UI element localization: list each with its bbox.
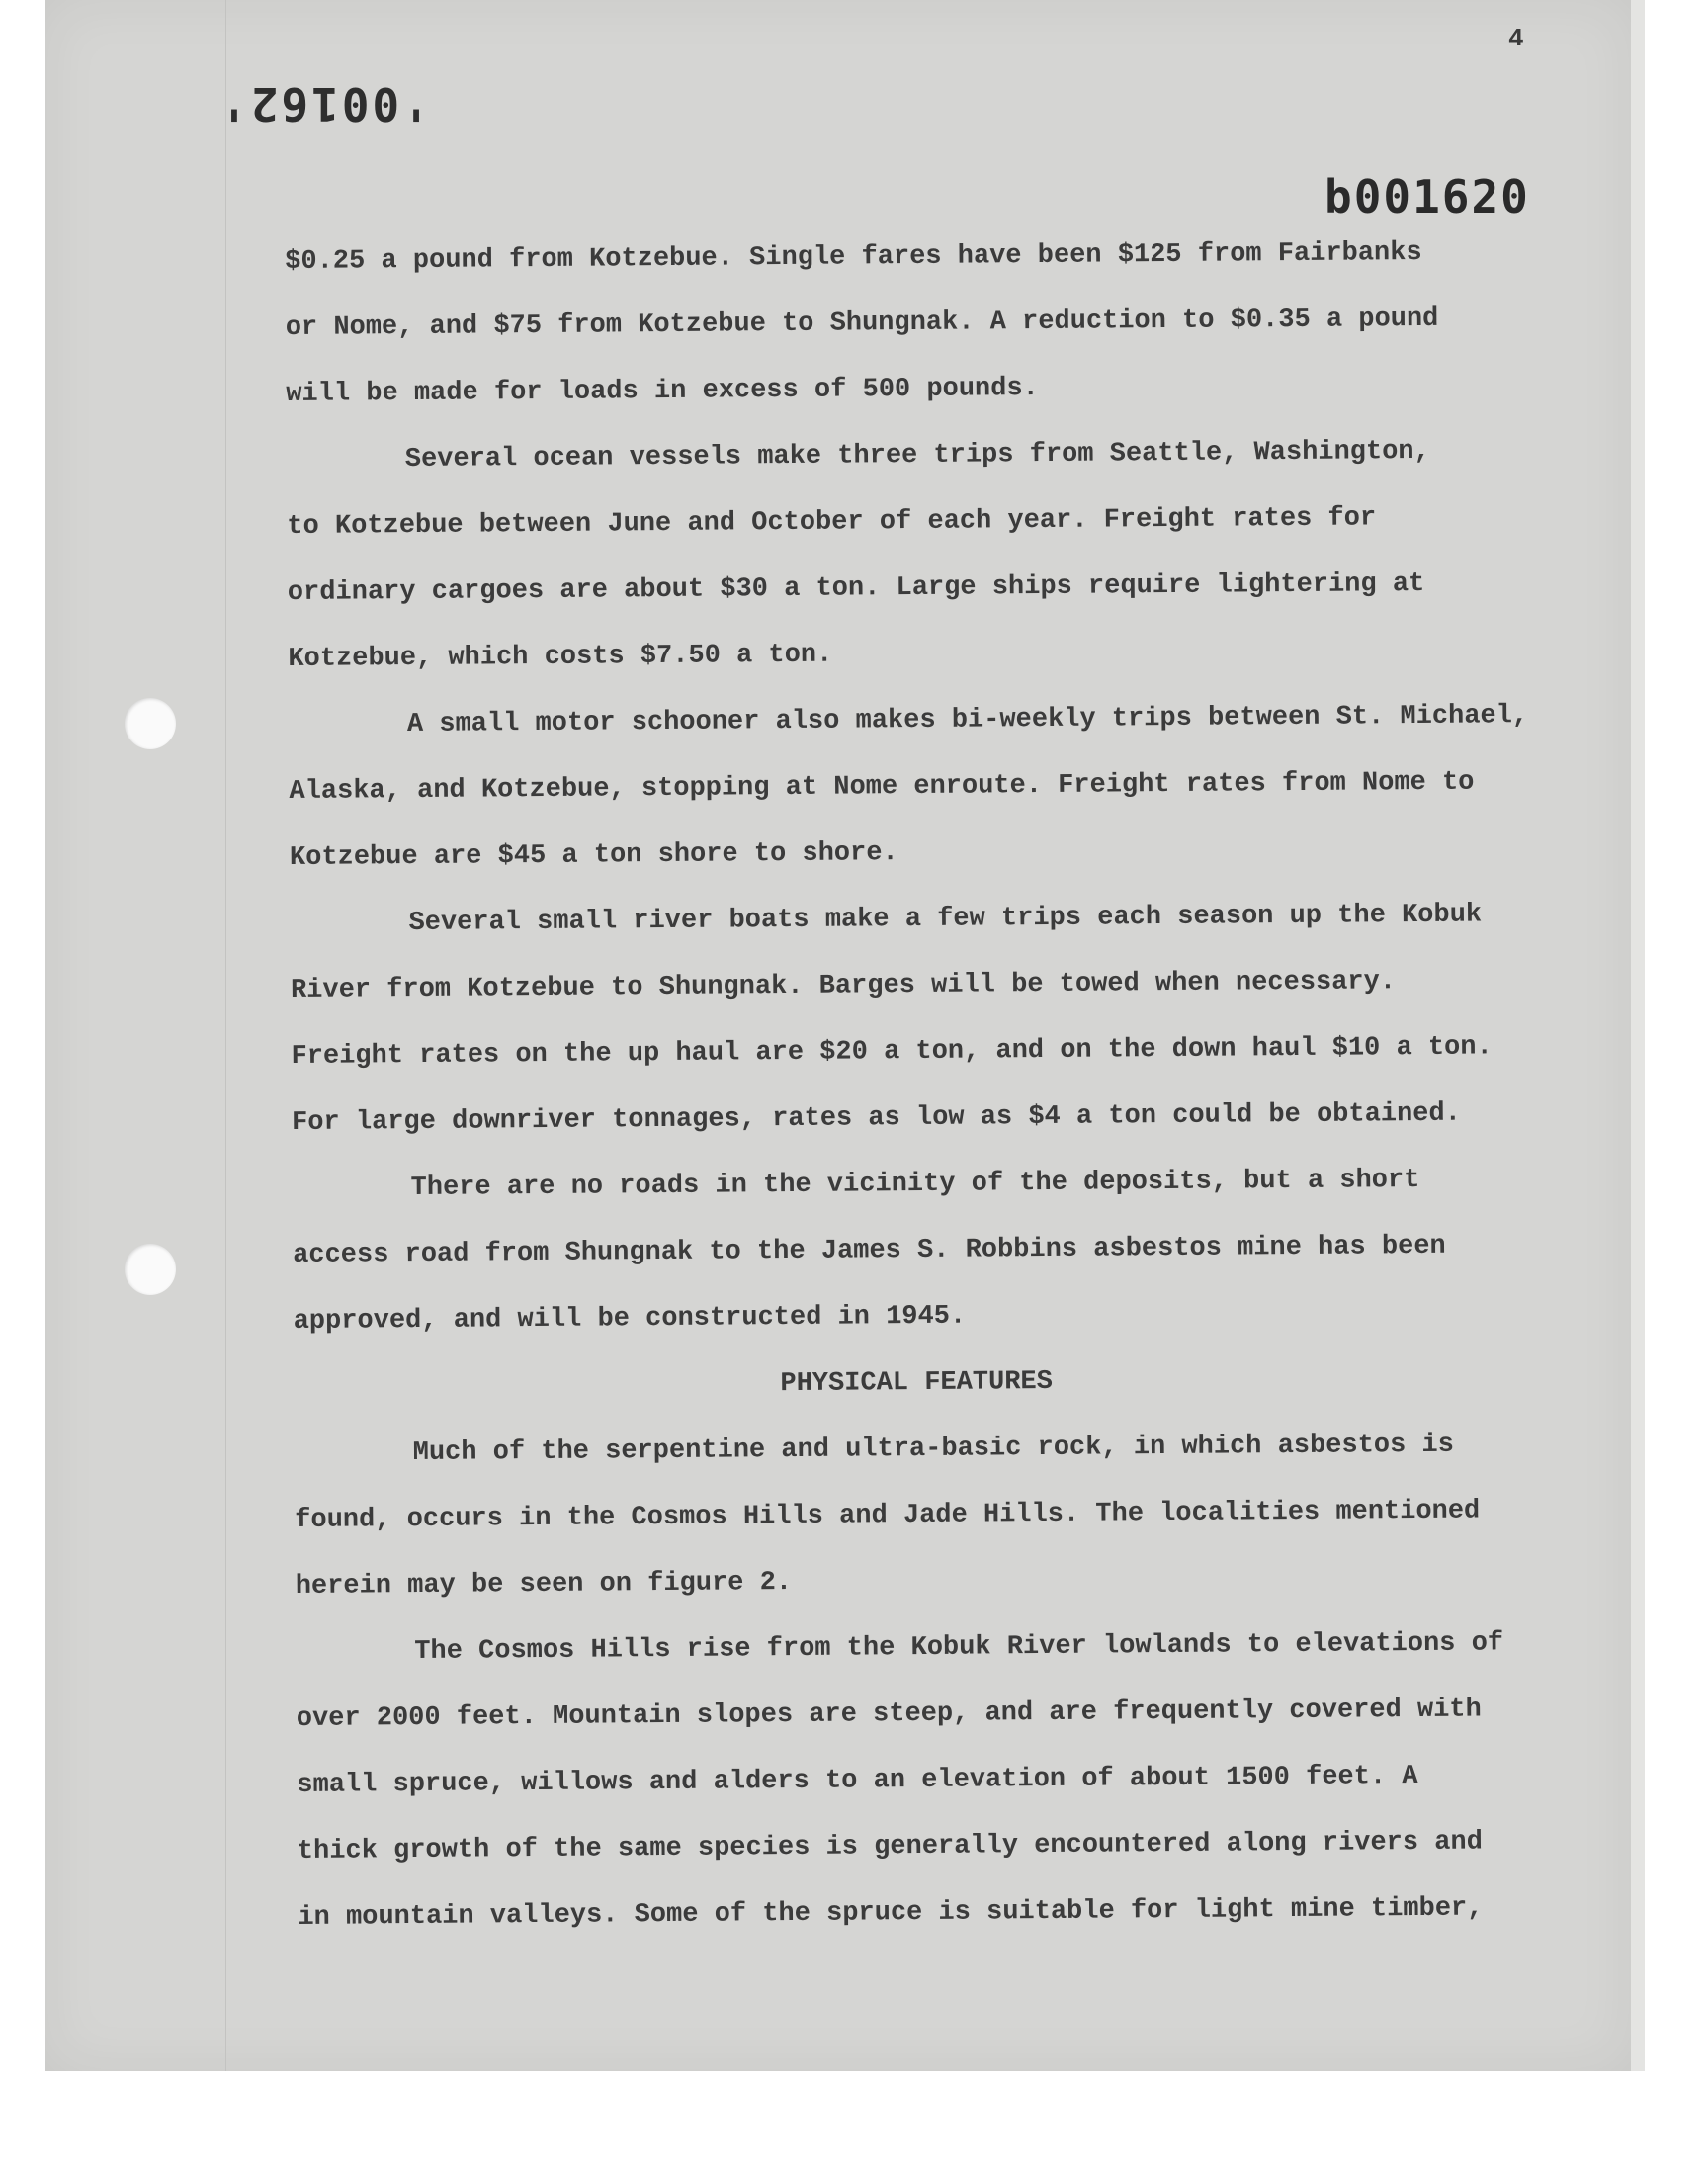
page-number: 4 bbox=[1508, 24, 1524, 53]
text-line: The Cosmos Hills rise from the Kobuk River lowlands to elevations of bbox=[414, 1628, 1504, 1668]
text-line: Kotzebue, which costs $7.50 a ton. bbox=[288, 640, 833, 674]
text-line: access road from Shungnak to the James S. Robbins asbestos mine has been bbox=[293, 1231, 1446, 1270]
page-crease bbox=[225, 0, 226, 2071]
text-line: over 2000 feet. Mountain slopes are steep, and are frequently covered with bbox=[296, 1695, 1482, 1734]
text-line: or Nome, and $75 from Kotzebue to Shungnak. A reduction to $0.35 a pound bbox=[285, 304, 1439, 343]
text-line: ordinary cargoes are about $30 a ton. Large ships require lightering at bbox=[287, 568, 1425, 608]
text-line: will be made for loads in excess of 500 pounds. bbox=[286, 374, 1039, 409]
text-line: thick growth of the same species is generally encountered along rivers and bbox=[297, 1827, 1483, 1867]
text-line: small spruce, willows and alders to an elevation of about 1500 feet. A bbox=[297, 1762, 1418, 1800]
text-line: A small motor schooner also makes bi-weekly trips between St. Michael, bbox=[406, 701, 1529, 740]
text-line: Several small river boats make a few trips each season up the Kobuk bbox=[408, 900, 1483, 939]
text-line: herein may be seen on figure 2. bbox=[295, 1568, 793, 1602]
text-line: to Kotzebue between June and October of each year. Freight rates for bbox=[287, 503, 1377, 542]
document-stamp-number: b001620 bbox=[1324, 170, 1530, 223]
upside-down-stamp: '00162' bbox=[217, 77, 430, 130]
text-line: Much of the serpentine and ultra-basic rock, in which asbestos is bbox=[412, 1430, 1454, 1469]
punch-hole-bottom bbox=[125, 1244, 176, 1295]
text-line: Alaska, and Kotzebue, stopping at Nome enroute. Freight rates from Nome to bbox=[289, 767, 1475, 807]
punch-hole-top bbox=[125, 698, 176, 749]
text-line: For large downriver tonnages, rates as low as $4 a ton could be obtained. bbox=[291, 1098, 1461, 1138]
text-line: Freight rates on the up haul are $20 a ton, and on the down haul $10 a ton. bbox=[291, 1032, 1493, 1072]
page-edge bbox=[1631, 0, 1645, 2071]
text-line: Kotzebue are $45 a ton shore to shore. bbox=[289, 838, 898, 873]
text-line: in mountain valleys. Some of the spruce is suitable for light mine timber, bbox=[298, 1893, 1484, 1933]
text-line: approved, and will be constructed in 1945. bbox=[293, 1301, 967, 1337]
text-line: Several ocean vessels make three trips from Seattle, Washington, bbox=[404, 436, 1430, 476]
text-line: There are no roads in the vicinity of the deposits, but a short bbox=[410, 1166, 1420, 1204]
text-line: found, occurs in the Cosmos Hills and Jade Hills. The localities mentioned bbox=[295, 1496, 1481, 1535]
section-heading: PHYSICAL FEATURES bbox=[780, 1366, 1054, 1400]
body-text bbox=[285, 219, 1574, 1952]
text-line: $0.25 a pound from Kotzebue. Single fares have been $125 from Fairbanks bbox=[285, 237, 1422, 277]
text-line: River from Kotzebue to Shungnak. Barges will be towed when necessary. bbox=[290, 967, 1397, 1005]
